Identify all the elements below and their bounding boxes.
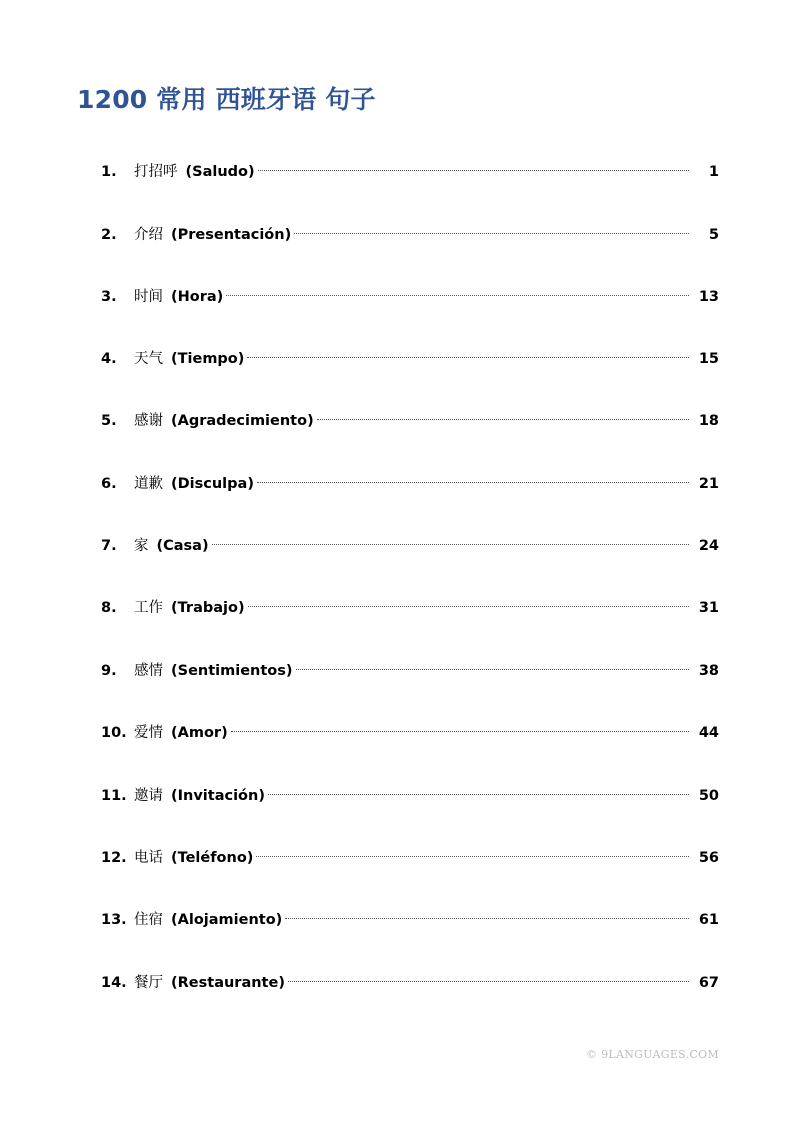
toc-entry-page-number: 15	[698, 351, 719, 367]
toc-entry-chinese-title: 电话	[134, 850, 163, 866]
toc-entry-spanish-title: (Trabajo)	[171, 600, 245, 616]
toc-entry-page-number: 67	[698, 975, 719, 991]
toc-dot-leader	[285, 918, 689, 919]
toc-entry-spanish-title: (Presentación)	[171, 227, 292, 243]
toc-entry-page-number: 18	[698, 413, 719, 429]
toc-entry-page-number: 5	[708, 227, 719, 243]
toc-entry-number: 11.	[101, 788, 127, 804]
toc-dot-leader	[317, 419, 689, 420]
toc-entry-page-number: 61	[698, 912, 719, 928]
toc-entry[interactable]	[101, 659, 719, 683]
toc-entry[interactable]	[101, 223, 719, 247]
toc-entry-number: 14.	[101, 975, 127, 991]
toc-entry[interactable]	[101, 846, 719, 870]
toc-dot-leader	[256, 856, 689, 857]
toc-entry-page-number: 1	[708, 164, 719, 180]
toc-entry-number: 7.	[101, 538, 117, 554]
toc-entry[interactable]	[101, 472, 719, 496]
toc-entry-number: 10.	[101, 725, 127, 741]
toc-entry-chinese-title: 道歉	[134, 476, 163, 492]
toc-dot-leader	[296, 669, 689, 670]
toc-entry-number: 2.	[101, 227, 117, 243]
toc-entry-spanish-title: (Amor)	[171, 725, 228, 741]
toc-entry-spanish-title: (Agradecimiento)	[171, 413, 314, 429]
toc-dot-leader	[258, 170, 689, 171]
toc-entry-chinese-title: 邀请	[134, 788, 163, 804]
toc-entry[interactable]	[101, 285, 719, 309]
copyright-footer: © 9LANGUAGES.COM	[586, 1048, 719, 1061]
toc-entry[interactable]	[101, 596, 719, 620]
toc-entry-spanish-title: (Invitación)	[171, 788, 265, 804]
toc-entry-page-number: 13	[698, 289, 719, 305]
toc-entry[interactable]	[101, 721, 719, 745]
toc-entry-spanish-title: (Disculpa)	[171, 476, 254, 492]
toc-entry-spanish-title: (Casa)	[156, 538, 209, 554]
toc-entry-chinese-title: 感谢	[134, 413, 163, 429]
toc-entry-number: 13.	[101, 912, 127, 928]
toc-dot-leader	[231, 731, 689, 732]
toc-entry-chinese-title: 天气	[134, 351, 163, 367]
toc-entry[interactable]	[101, 534, 719, 558]
toc-entry-spanish-title: (Tiempo)	[171, 351, 245, 367]
toc-entry-number: 9.	[101, 663, 117, 679]
toc-dot-leader	[268, 794, 689, 795]
toc-dot-leader	[226, 295, 689, 296]
toc-entry-chinese-title: 感情	[134, 663, 163, 679]
toc-entry-number: 1.	[101, 164, 117, 180]
toc-entry[interactable]	[101, 971, 719, 995]
toc-entry[interactable]	[101, 908, 719, 932]
toc-entry-chinese-title: 介绍	[134, 227, 163, 243]
toc-entry-chinese-title: 餐厅	[134, 975, 163, 991]
toc-entry-number: 12.	[101, 850, 127, 866]
toc-entry-number: 5.	[101, 413, 117, 429]
toc-entry-page-number: 31	[698, 600, 719, 616]
toc-entry-spanish-title: (Saludo)	[185, 164, 255, 180]
toc-entry-spanish-title: (Teléfono)	[171, 850, 254, 866]
toc-entry-page-number: 56	[698, 850, 719, 866]
toc-entry-number: 8.	[101, 600, 117, 616]
toc-entry[interactable]	[101, 347, 719, 371]
toc-entry-chinese-title: 打招呼	[134, 164, 178, 180]
toc-entry-page-number: 38	[698, 663, 719, 679]
toc-entry-number: 4.	[101, 351, 117, 367]
toc-entry-spanish-title: (Alojamiento)	[171, 912, 283, 928]
toc-entry-spanish-title: (Hora)	[171, 289, 224, 305]
toc-entry-spanish-title: (Sentimientos)	[171, 663, 293, 679]
toc-entry[interactable]	[101, 784, 719, 808]
toc-entry-page-number: 21	[698, 476, 719, 492]
toc-dot-leader	[294, 233, 689, 234]
toc-entry-chinese-title: 住宿	[134, 912, 163, 928]
toc-entry-page-number: 24	[698, 538, 719, 554]
toc-entry-spanish-title: (Restaurante)	[171, 975, 285, 991]
toc-entry-page-number: 50	[698, 788, 719, 804]
toc-dot-leader	[212, 544, 689, 545]
page-title: 1200 常用 西班牙语 句子	[77, 85, 376, 114]
toc-entry-chinese-title: 时间	[134, 289, 163, 305]
toc-entry[interactable]	[101, 409, 719, 433]
toc-entry-chinese-title: 家	[134, 538, 149, 554]
toc-entry-number: 3.	[101, 289, 117, 305]
toc-entry[interactable]	[101, 160, 719, 184]
toc-dot-leader	[257, 482, 689, 483]
toc-entry-chinese-title: 工作	[134, 600, 163, 616]
toc-dot-leader	[248, 606, 689, 607]
toc-entry-number: 6.	[101, 476, 117, 492]
toc-entry-chinese-title: 爱情	[134, 725, 163, 741]
toc-entry-page-number: 44	[698, 725, 719, 741]
toc-dot-leader	[288, 981, 689, 982]
toc-dot-leader	[247, 357, 689, 358]
